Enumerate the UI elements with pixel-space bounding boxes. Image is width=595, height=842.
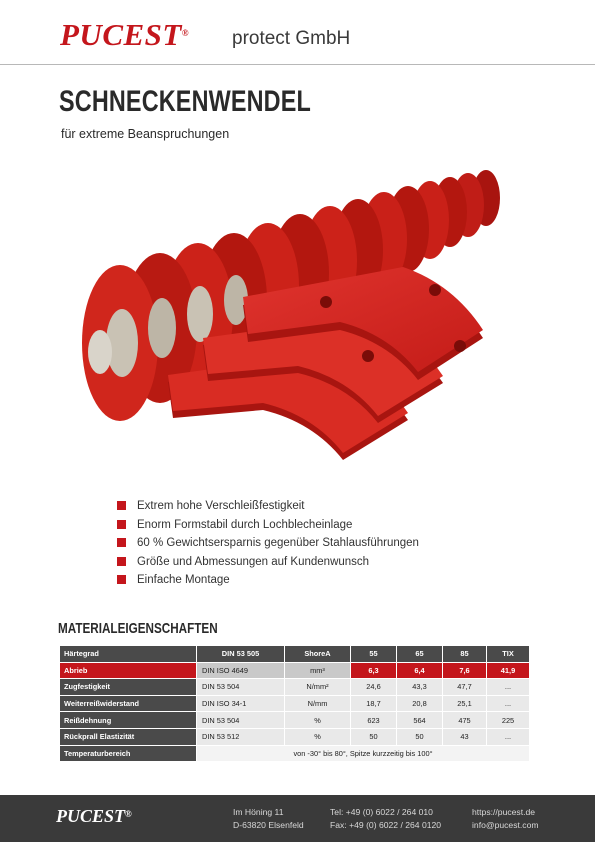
norm-cell: DIN ISO 34-1 [197, 695, 285, 712]
footer-street: Im Höning 11 [233, 807, 284, 817]
value-cell: 41,9 [487, 662, 530, 679]
value-cell: 18,7 [351, 695, 397, 712]
unit-cell: % [285, 712, 351, 729]
value-cell: 24,6 [351, 679, 397, 696]
value-cell: 50 [351, 728, 397, 745]
table-row [60, 728, 530, 745]
footer-fax: Fax: +49 (0) 6022 / 264 0120 [330, 820, 442, 830]
table-row [60, 695, 530, 712]
footer-address [233, 806, 304, 832]
row-label: Abrieb [60, 662, 197, 679]
norm-cell: DIN ISO 4649 [197, 662, 285, 679]
material-properties-title: MATERIALEIGENSCHAFTEN [58, 620, 218, 637]
row-label: Reißdehnung [60, 712, 197, 729]
unit-cell: N/mm [285, 695, 351, 712]
unit-cell: mm³ [285, 662, 351, 679]
value-cell: 43,3 [397, 679, 443, 696]
row-label: Weiterreißwiderstand [60, 695, 197, 712]
footer-logo [56, 805, 132, 827]
company-name: protect GmbH [232, 28, 351, 49]
value-cell: 43 [443, 728, 487, 745]
row-label: Temperaturbereich [60, 745, 197, 762]
value-cell: 564 [397, 712, 443, 729]
unit-cell: % [285, 728, 351, 745]
feature-item: 60 % Gewichtsersparnis gegenüber Stahlausführungen [117, 534, 419, 553]
feature-item: Extrem hohe Verschleißfestigkeit [117, 497, 419, 516]
value-cell: ... [487, 728, 530, 745]
footer-online [472, 806, 539, 832]
header-divider [0, 64, 595, 65]
header-cell: TIX [487, 646, 530, 663]
feature-item: Größe und Abmessungen auf Kundenwunsch [117, 553, 419, 572]
value-cell: 7,6 [443, 662, 487, 679]
temperature-value: von -30° bis 80°, Spitze kurzzeitig bis 100° [197, 745, 530, 762]
value-cell: 50 [397, 728, 443, 745]
logo-registered-mark: ® [181, 28, 190, 38]
value-cell: 475 [443, 712, 487, 729]
norm-cell: DIN 53 504 [197, 679, 285, 696]
product-image [78, 160, 518, 470]
table-header-row [60, 646, 530, 663]
company-logo [60, 18, 189, 52]
unit-cell: N/mm² [285, 679, 351, 696]
table-row [60, 679, 530, 696]
footer-email-link[interactable]: info@pucest.com [472, 820, 539, 830]
value-cell: 20,8 [397, 695, 443, 712]
footer-tel: Tel: +49 (0) 6022 / 264 010 [330, 807, 433, 817]
feature-item: Einfache Montage [117, 571, 419, 590]
logo-text: PUCEST [60, 17, 182, 52]
value-cell: 623 [351, 712, 397, 729]
page-title: SCHNECKENWENDEL [59, 85, 311, 118]
table-row [60, 712, 530, 729]
value-cell: 6,4 [397, 662, 443, 679]
table-row [60, 662, 530, 679]
header-cell: ShoreA [285, 646, 351, 663]
feature-list [117, 497, 419, 590]
footer-city: D-63820 Elsenfeld [233, 820, 304, 830]
footer-phone [330, 806, 441, 832]
value-cell: ... [487, 695, 530, 712]
page-subtitle: für extreme Beanspruchungen [61, 127, 230, 141]
row-label: Zugfestigkeit [60, 679, 197, 696]
footer-logo-text: PUCEST [56, 806, 126, 826]
row-label: Rückprall Elastizität [60, 728, 197, 745]
header-cell: DIN 53 505 [197, 646, 285, 663]
value-cell: 225 [487, 712, 530, 729]
norm-cell: DIN 53 504 [197, 712, 285, 729]
material-properties-table [59, 645, 530, 762]
footer-logo-registered-mark: ® [125, 809, 132, 819]
header-cell: 65 [397, 646, 443, 663]
header-cell: Härtegrad [60, 646, 197, 663]
value-cell: 47,7 [443, 679, 487, 696]
value-cell: 25,1 [443, 695, 487, 712]
value-cell: 6,3 [351, 662, 397, 679]
table-row [60, 745, 530, 762]
footer-website-link[interactable]: https://pucest.de [472, 807, 536, 817]
header-cell: 85 [443, 646, 487, 663]
header-cell: 55 [351, 646, 397, 663]
norm-cell: DIN 53 512 [197, 728, 285, 745]
feature-item: Enorm Formstabil durch Lochblecheinlage [117, 516, 419, 535]
value-cell: ... [487, 679, 530, 696]
